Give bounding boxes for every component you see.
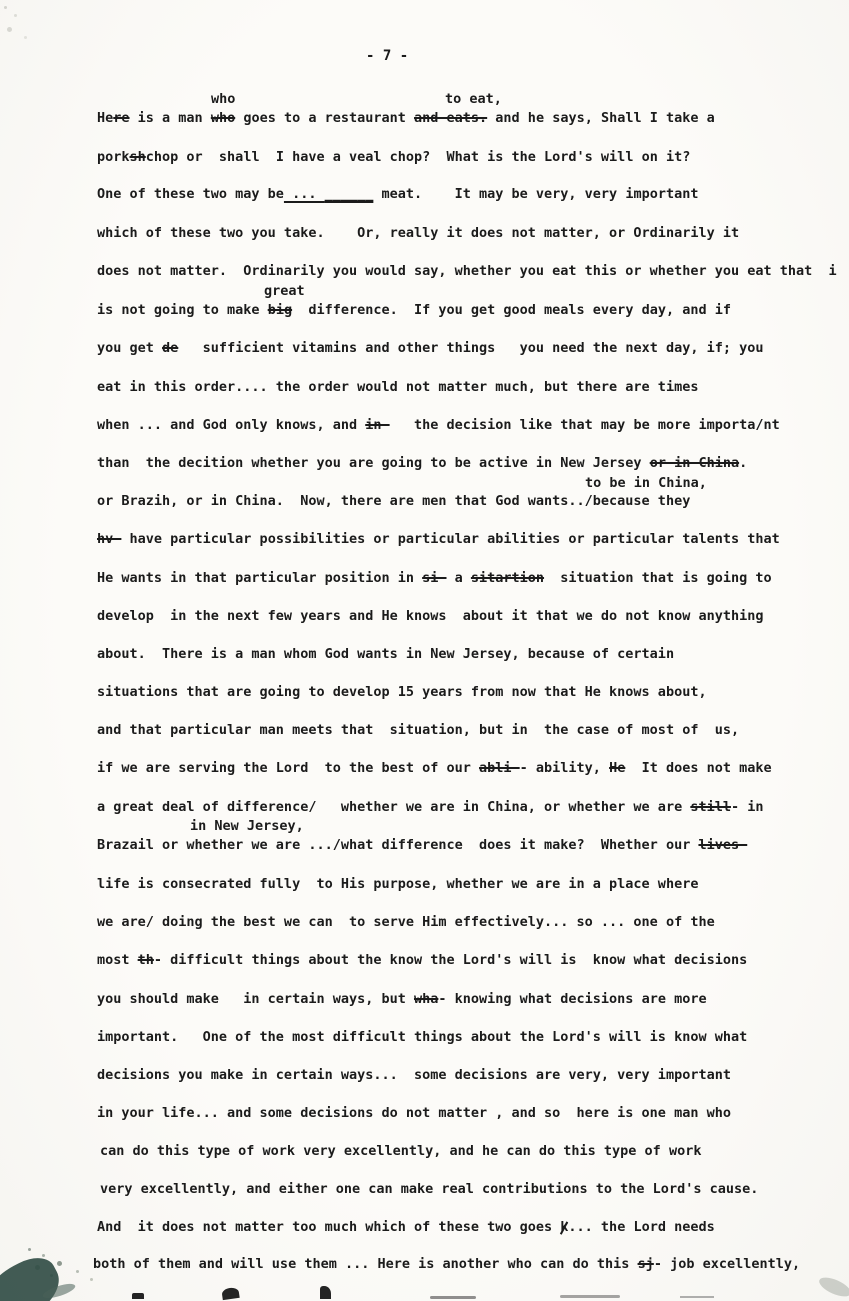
text-segment: great xyxy=(264,283,305,299)
text-line xyxy=(97,531,780,548)
text-segment: does not matter. Ordinarily you would say, whether you eat this or whether you eat that i xyxy=(97,263,837,279)
text-segment: difference. If you get good meals every day, and if xyxy=(292,302,731,318)
struck-out-text: still xyxy=(690,799,731,815)
text-segment: a great deal of difference/ whether we are in China, or whether we are xyxy=(97,799,691,815)
text-segment: you should make in certain ways, but xyxy=(97,991,414,1007)
text-segment: ... the Lord needs xyxy=(568,1219,715,1235)
text-line xyxy=(97,110,715,127)
text-segment: is a man xyxy=(129,110,211,126)
text-line xyxy=(97,340,764,357)
text-segment: And it does not matter too much which of these two goes xyxy=(97,1219,561,1235)
text-line xyxy=(97,799,763,816)
page-number: - 7 - xyxy=(366,48,409,64)
struck-out-text: de xyxy=(162,340,179,356)
cutoff-line-fragment xyxy=(430,1296,476,1299)
text-line xyxy=(97,991,707,1008)
text-line xyxy=(97,1029,747,1046)
text-segment: most xyxy=(97,952,138,968)
text-line xyxy=(97,1219,715,1236)
cutoff-line-fragment xyxy=(560,1295,620,1298)
text-segment: pork xyxy=(97,149,130,165)
text-segment: who xyxy=(211,91,236,107)
text-line xyxy=(97,417,780,434)
text-segment: have particular possibilities or particular abilities or particular talents that xyxy=(121,531,780,547)
text-segment: meat. It may be very, very important xyxy=(373,186,699,202)
text-segment: - ability, xyxy=(519,760,610,776)
text-line xyxy=(97,570,772,587)
text-segment: sufficient vitamins and other things you need the next day, if; you xyxy=(178,340,764,356)
text-segment: situations that are going to develop 15 years from now that He knows about, xyxy=(97,684,707,700)
text-segment: - job excellently, xyxy=(653,1256,801,1272)
text-segment: Brazail or whether we are .../what difference does it make? Whether our xyxy=(97,837,699,853)
text-segment: both of them and will use them ... Here is another who can do this xyxy=(93,1256,638,1272)
text-line xyxy=(100,1143,701,1160)
text-segment: about. There is a man whom God wants in New Jersey, because of certain xyxy=(97,646,675,662)
text-segment: chop or shall I have a veal chop? What is the Lord's will on it? xyxy=(145,149,691,165)
struck-out-text: sh xyxy=(129,149,146,165)
text-line xyxy=(97,302,731,319)
struck-out-text: who xyxy=(210,110,236,126)
text-segment: the decision like that may be more importa/nt xyxy=(389,417,780,433)
text-segment: - difficult things about the know the Lord's will is know what decisions xyxy=(153,952,748,968)
text-line xyxy=(97,914,715,931)
text-segment: to eat, xyxy=(445,91,502,107)
cutoff-line-fragment xyxy=(132,1293,144,1299)
text-segment: when ... and God only knows, and xyxy=(97,417,366,433)
text-segment: He wants in that particular position in xyxy=(97,570,423,586)
text-segment: . xyxy=(739,455,748,471)
text-segment: very excellently, and either one can make real contributions to the Lord's cause. xyxy=(100,1181,759,1197)
text-line xyxy=(97,149,690,166)
text-segment: and that particular man meets that situation, but in the case of most of us, xyxy=(97,722,740,738)
text-segment: to be in China, xyxy=(585,475,707,491)
text-segment: It does not make xyxy=(625,760,772,776)
struck-out-text: th xyxy=(137,952,154,968)
text-line xyxy=(93,1256,800,1273)
text-line xyxy=(97,684,707,701)
struck-out-text: He xyxy=(609,760,626,776)
text-segment: in your life... and some decisions do not matter , and so here is one man who xyxy=(97,1105,731,1121)
text-line xyxy=(97,608,763,625)
text-segment: situation that is going to xyxy=(544,570,772,586)
text-segment: in New Jersey, xyxy=(190,818,304,834)
text-segment: life is consecrated fully to His purpose, whether we are in a place where xyxy=(97,876,699,892)
text-line xyxy=(97,455,747,472)
underlined-blank: ______ xyxy=(324,186,374,202)
inserted-correction-text xyxy=(211,91,235,108)
text-segment: goes to a restaurant xyxy=(235,110,415,126)
text-segment: eat in this order.... the order would not matter much, but there are times xyxy=(97,379,699,395)
text-segment: if we are serving the Lord to the best of our xyxy=(97,760,480,776)
cutoff-line-fragment xyxy=(320,1286,331,1299)
struck-out-text: abli- xyxy=(479,760,520,776)
text-line xyxy=(97,760,772,777)
text-segment: important. One of the most difficult things about the Lord's will is know what xyxy=(97,1029,748,1045)
struck-out-text: big xyxy=(267,302,293,318)
text-line xyxy=(97,493,690,510)
text-line xyxy=(97,263,837,280)
text-segment: and he says, Shall I take a xyxy=(487,110,715,126)
struck-out-text: lives- xyxy=(698,837,748,853)
inserted-correction-text xyxy=(264,283,305,300)
text-line xyxy=(97,379,698,396)
struck-out-text: hv- xyxy=(97,531,122,547)
text-segment: develop in the next few years and He knows about it that we do not know anything xyxy=(97,608,764,624)
struck-out-text: si- xyxy=(422,570,447,586)
text-segment: we are/ doing the best we can to serve Him effectively... so ... one of the xyxy=(97,914,715,930)
text-segment: One of these two may be xyxy=(97,186,284,202)
inserted-correction-text xyxy=(445,91,502,108)
text-segment: is not going to make xyxy=(97,302,268,318)
scan-speckles-top-left xyxy=(4,6,7,9)
text-segment: than the decition whether you are going to be active in New Jersey xyxy=(97,455,650,471)
struck-out-text: re xyxy=(113,110,130,126)
scan-speckles-bottom-left xyxy=(28,1248,31,1251)
struck-out-text: wha xyxy=(413,991,439,1007)
inserted-correction-text xyxy=(190,818,304,835)
slash-deleted-character: k xyxy=(560,1219,569,1235)
text-segment: He xyxy=(97,110,114,126)
text-segment: decisions you make in certain ways... some decisions are very, very important xyxy=(97,1067,731,1083)
underlined-blank: ... xyxy=(283,186,325,202)
text-line xyxy=(97,1067,731,1084)
text-line xyxy=(97,837,747,854)
text-segment: can do this type of work very excellently, and he can do this type of work xyxy=(100,1143,702,1159)
text-line xyxy=(100,1181,758,1198)
text-segment: or Brazih, or in China. Now, there are men that God wants../because they xyxy=(97,493,691,509)
struck-out-text: or in China xyxy=(649,455,740,471)
text-segment: a xyxy=(446,570,471,586)
text-segment: - in xyxy=(730,799,764,815)
text-line xyxy=(97,646,674,663)
struck-out-text: sj xyxy=(637,1256,654,1272)
inserted-correction-text xyxy=(585,475,707,492)
struck-out-text: in- xyxy=(365,417,390,433)
cutoff-line-fragment xyxy=(221,1287,239,1300)
cutoff-line-fragment xyxy=(680,1296,714,1298)
struck-out-text: and eats. xyxy=(414,110,488,126)
text-line xyxy=(97,186,698,203)
text-segment: you get xyxy=(97,340,163,356)
struck-out-text: sitartion xyxy=(470,570,545,586)
text-segment: - knowing what decisions are more xyxy=(438,991,707,1007)
text-line xyxy=(97,876,698,893)
text-line xyxy=(97,722,739,739)
text-segment: which of these two you take. Or, really it does not matter, or Ordinarily it xyxy=(97,225,740,241)
text-line xyxy=(97,225,739,242)
scan-smudge-bottom-right xyxy=(817,1274,849,1301)
text-line xyxy=(97,952,747,969)
text-line xyxy=(97,1105,731,1122)
